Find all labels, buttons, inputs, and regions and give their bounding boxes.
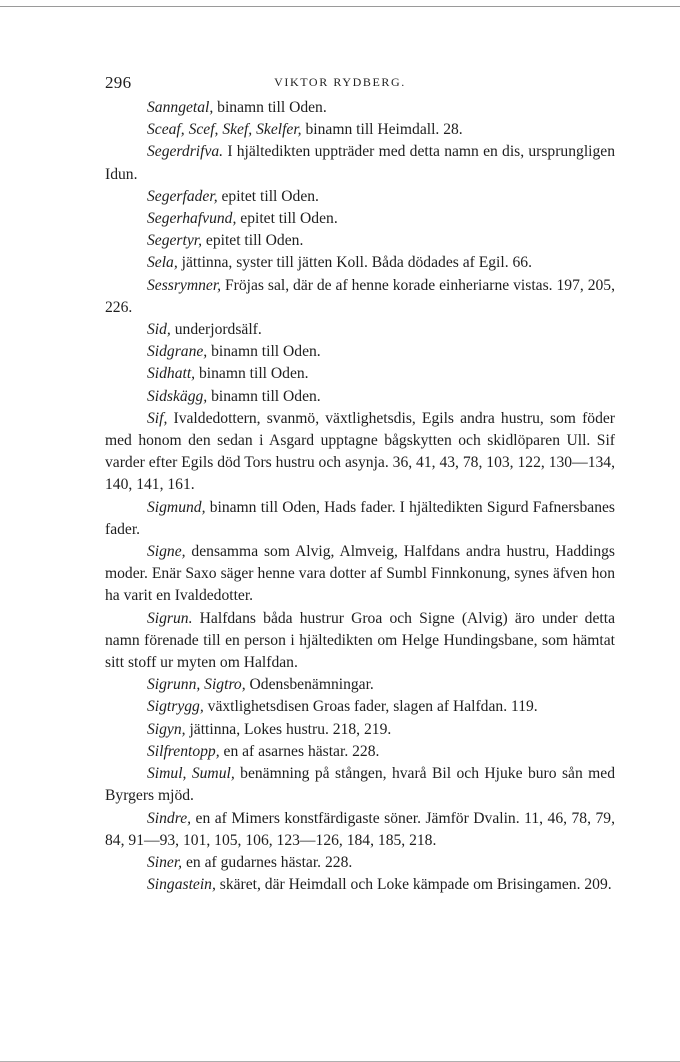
entry-term: Singastein, (147, 876, 216, 894)
entry-text: Halfdans båda hustrur Groa och Signe (Alvig) äro under detta namn förenade till en person i hjältedikten om Helge Hundingsbane, som hämtat sitt stoff ur myten om Halfdan. (105, 609, 615, 672)
glossary-entry (105, 341, 615, 363)
glossary-entry (105, 386, 615, 408)
entry-text: en af Mimers konstfärdigaste söner. Jämför Dvalin. 11, 46, 78, 79, 84, 91—93, 101, 105, 106, 123—126, 184, 185, 218. (105, 809, 615, 849)
glossary-entry (105, 186, 615, 208)
entry-term: Sigtrygg, (147, 698, 204, 716)
entry-text: epitet till Oden. (217, 187, 319, 205)
entry-term: Sid, (147, 321, 171, 339)
entry-term: Sessrymner, (147, 276, 222, 294)
entry-term: Sidgrane, (147, 343, 208, 361)
entry-term: Segerhafvund, (147, 210, 237, 228)
glossary-entry (105, 852, 615, 874)
entry-term: Segerdrifva. (147, 143, 224, 161)
glossary-entry (105, 230, 615, 252)
entry-text: benämning på stången, hvarå Bil och Hjuke buro sån med Byrgers mjöd. (105, 765, 616, 805)
entry-term: Siner, (147, 853, 183, 871)
entry-text: binamn till Heimdall. 28. (301, 121, 463, 139)
glossary-entry (105, 763, 615, 807)
glossary-entry (105, 696, 615, 718)
entry-text: jättinna, syster till jätten Koll. Båda dödades af Egil. 66. (177, 254, 532, 272)
entry-text: växtlighetsdisen Groas fader, slagen af Halfdan. 119. (203, 698, 538, 716)
glossary-entry (105, 808, 615, 852)
entry-term: Sidskägg, (147, 387, 208, 405)
glossary-entries (105, 97, 615, 896)
entry-text: underjordsälf. (170, 321, 262, 339)
entry-term: Sigmund, (147, 498, 206, 516)
page-number: 296 (105, 73, 132, 92)
entry-term: Sigyn, (147, 720, 186, 738)
entry-term: Sceaf, Scef, Skef, Skelfer, (147, 121, 302, 139)
glossary-entry (105, 408, 615, 497)
entry-text: en af asarnes hästar. 228. (219, 742, 380, 760)
entry-term: Segertyr, (147, 232, 202, 250)
glossary-entry (105, 97, 615, 119)
entry-text: Fröjas sal, där de af henne korade einheriarne vistas. 197, 205, 226. (105, 276, 615, 316)
entry-text: jättinna, Lokes hustru. 218, 219. (185, 720, 392, 738)
entry-term: Sela, (147, 254, 178, 272)
entry-text: I hjältedikten uppträder med detta namn en dis, ursprungligen Idun. (105, 143, 615, 183)
glossary-entry (105, 119, 615, 141)
entry-text: epitet till Oden. (236, 210, 338, 228)
entry-text: binamn till Oden. (207, 343, 321, 361)
glossary-entry (105, 208, 615, 230)
entry-term: Silfrentopp, (147, 742, 220, 760)
entry-text: binamn till Oden. (207, 387, 321, 405)
glossary-entry (105, 674, 615, 696)
entry-term: Sanngetal, (147, 99, 214, 116)
glossary-entry (105, 874, 615, 896)
entry-term: Sif, (147, 409, 168, 427)
entry-text: en af gudarnes hästar. 228. (182, 853, 353, 871)
glossary-entry (105, 497, 615, 541)
entry-term: Sindre, (147, 809, 192, 827)
glossary-entry (105, 741, 615, 763)
entry-text: Odensbenämningar. (245, 676, 374, 694)
glossary-entry (105, 141, 615, 185)
entry-term: Sigrun. (147, 609, 193, 627)
glossary-entry (105, 541, 615, 608)
glossary-entry (105, 319, 615, 341)
running-head: VIKTOR RYDBERG. (274, 75, 406, 89)
entry-text: binamn till Oden. (195, 365, 309, 383)
entry-text: binamn till Oden. (213, 99, 327, 116)
entry-text: densamma som Alvig, Almveig, Halfdans andra hustru, Haddings moder. Enär Saxo säger henne vara dotter af Sumbl Finnkonung, synes äfven hon ha varit en Ivaldedotter. (105, 543, 615, 605)
entry-term: Sidhatt, (147, 365, 196, 383)
entry-text: Ivaldedottern, svanmö, växtlighetsdis, Egils andra hustru, som föder med honom den sedan i Asgard upptagne bågskytten och skidlöparen Ull. Sif varder efter Egils död Tors hustru och asynja. 36, 41, 43, 78, 103, 122, 130—134, 140, 141, 161. (105, 409, 615, 494)
top-border-line (0, 6, 680, 7)
entry-term: Simul, Sumul, (147, 765, 235, 783)
glossary-entry (105, 719, 615, 741)
glossary-entry (105, 363, 615, 385)
glossary-entry (105, 275, 615, 319)
entry-term: Segerfader, (147, 187, 218, 205)
entry-text: binamn till Oden, Hads fader. I hjältedikten Sigurd Fafnersbanes fader. (105, 498, 615, 538)
entry-term: Signe, (147, 543, 186, 561)
glossary-entry (105, 608, 615, 675)
glossary-entry (105, 252, 615, 274)
entry-text: skäret, där Heimdall och Loke kämpade om Brisingamen. 209. (215, 876, 612, 894)
entry-term: Sigrunn, Sigtro, (147, 676, 246, 694)
entry-text: epitet till Oden. (202, 232, 304, 250)
